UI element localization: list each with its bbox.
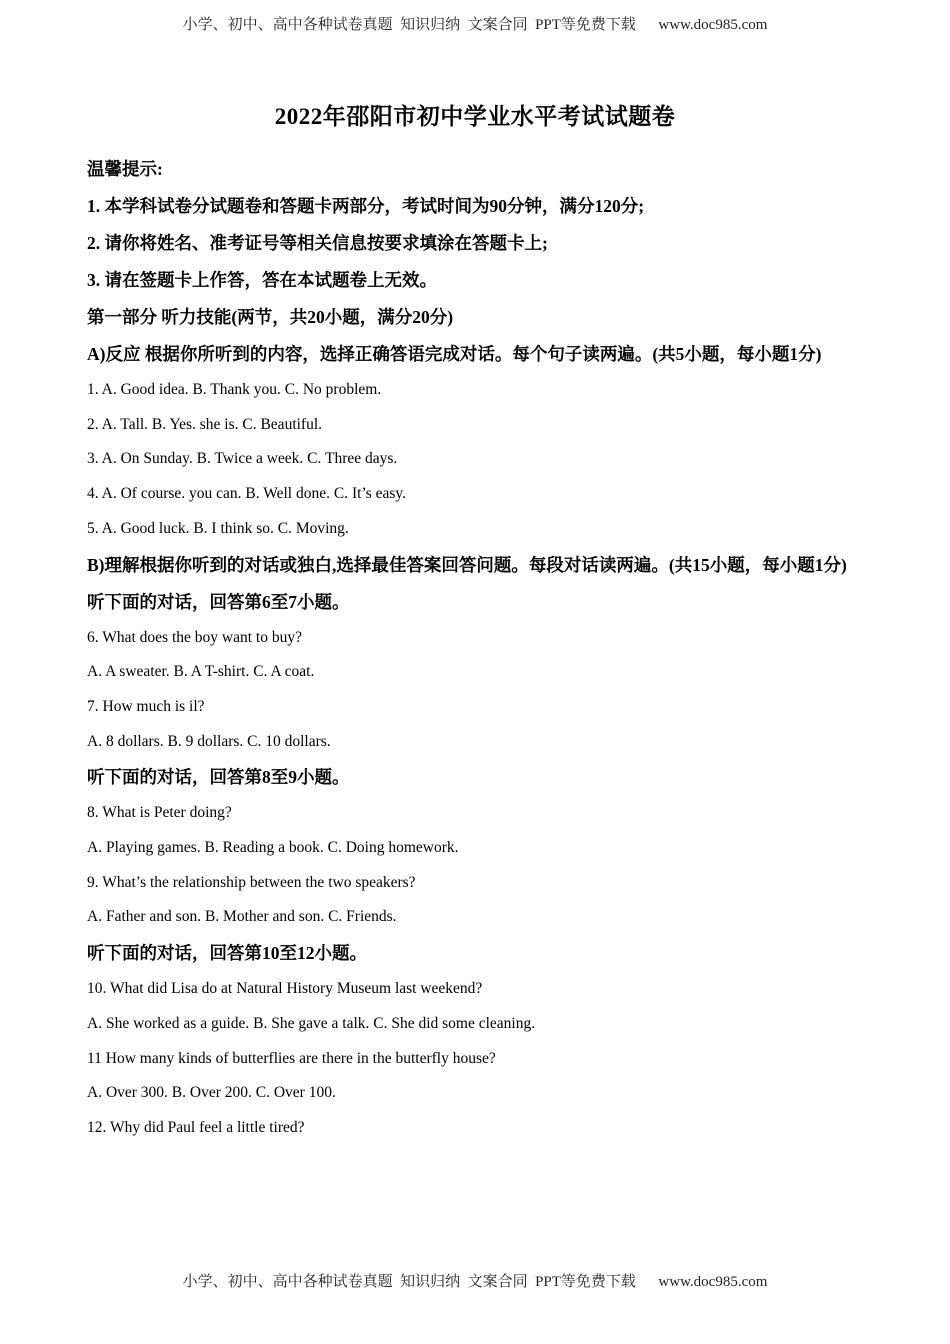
tip-item: 2. 请你将姓名、准考证号等相关信息按要求填涂在答题卡上; [87, 233, 548, 253]
question-line: 9. What’s the relationship between the two speakers? [87, 873, 416, 891]
page-footer: 小学、初中、高中各种试卷真题 知识归纳 文案合同 PPT等免费下载 www.doc985.com [182, 1274, 768, 1290]
options-line: A. A sweater. B. A T-shirt. C. A coat. [87, 663, 315, 681]
question-line: 2. A. Tall. B. Yes. she is. C. Beautiful. [87, 415, 323, 433]
group-heading: 听下面的对话，回答第10至12小题。 [87, 943, 367, 964]
page-header: 小学、初中、高中各种试卷真题 知识归纳 文案合同 PPT等免费下载 www.doc985.com [182, 17, 768, 33]
question-line: 6. What does the boy want to buy? [87, 628, 302, 646]
part1-heading: 第一部分 听力技能(两节，共20小题，满分20分) [87, 307, 454, 327]
question-line: 5. A. Good luck. B. I think so. C. Moving. [87, 519, 349, 537]
question-line: 8. What is Peter doing? [87, 804, 232, 822]
tip-item: 3. 请在签题卡上作答，答在本试题卷上无效。 [87, 270, 437, 290]
options-line: A. Father and son. B. Mother and son. C. Friends. [87, 908, 397, 926]
group-heading: 听下面的对话，回答第8至9小题。 [87, 767, 350, 788]
section-a-heading: A)反应 根据你所听到的内容，选择正确答语完成对话。每个句子读两遍。(共5小题，每小题1分) [87, 344, 822, 364]
group-heading: 听下面的对话，回答第6至7小题。 [87, 591, 350, 612]
options-line: A. Over 300. B. Over 200. C. Over 100. [87, 1084, 336, 1102]
options-line: A. She worked as a guide. B. She gave a talk. C. She did some cleaning. [87, 1014, 536, 1032]
question-line: 4. A. Of course. you can. B. Well done. C. It’s easy. [87, 485, 407, 503]
options-line: A. 8 dollars. B. 9 dollars. C. 10 dollars. [87, 732, 331, 750]
question-line: 1. A. Good idea. B. Thank you. C. No problem. [87, 381, 382, 398]
page-title: 2022年邵阳市初中学业水平考试试题卷 [274, 104, 676, 129]
question-line: 3. A. On Sunday. B. Twice a week. C. Three days. [87, 450, 398, 468]
question-line: 12. Why did Paul feel a little tired? [87, 1118, 305, 1136]
question-line: 10. What did Lisa do at Natural History Museum last weekend? [87, 980, 483, 998]
question-line: 11 How many kinds of butterflies are there in the butterfly house? [87, 1049, 496, 1067]
section-b-heading: B)理解根据你听到的对话或独白,选择最佳答案回答问题。每段对话读两遍。(共15小题，每小题1分) [87, 554, 847, 575]
tip-item: 1. 本学科试卷分试题卷和答题卡两部分，考试时间为90分钟，满分120分; [87, 196, 645, 216]
tips-heading: 温馨提示: [87, 159, 163, 179]
options-line: A. Playing games. B. Reading a book. C. Doing homework. [87, 839, 459, 857]
document-body [87, 151, 877, 1146]
question-line: 7. How much is il? [87, 697, 205, 715]
